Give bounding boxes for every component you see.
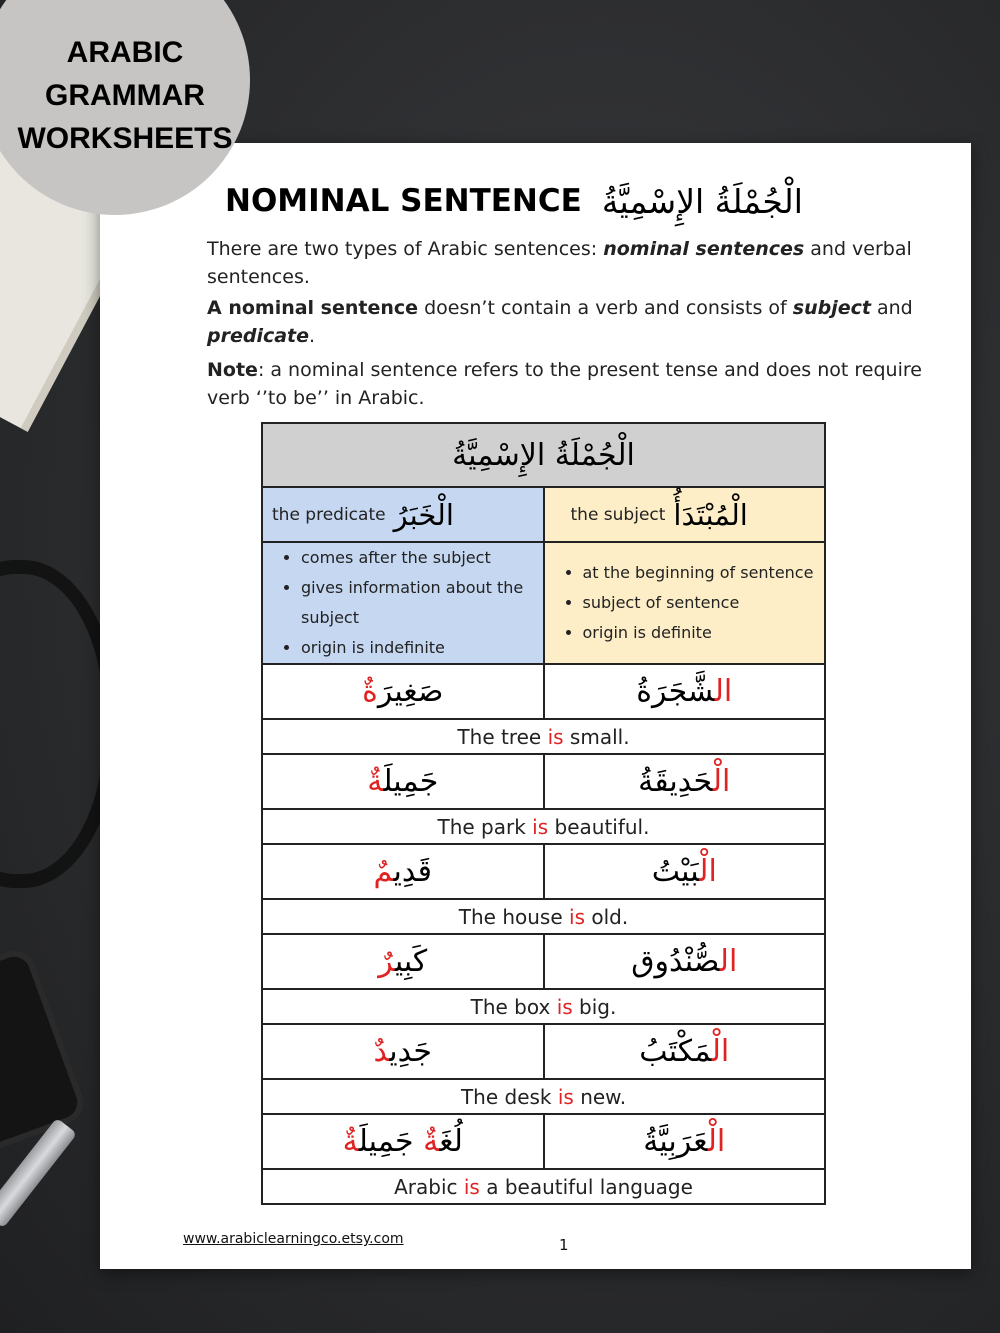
intro-paragraph-1: There are two types of Arabic sentences: nominal sentences and verbal sentences. xyxy=(207,238,912,288)
example-translation: The desk is new. xyxy=(262,1079,825,1114)
example-subject: الشَّجَرَةُ xyxy=(544,664,826,719)
example-predicate: لُغَةٌ جَمِيلَةٌ xyxy=(262,1114,544,1169)
example-predicate: جَمِيلَةٌ xyxy=(262,754,544,809)
list-item: • origin is indefinite xyxy=(301,633,543,663)
example-subject: الْعَرَبِيَّةُ xyxy=(544,1114,826,1169)
example-subject: الْبَيْتُ xyxy=(544,844,826,899)
list-item: • comes after the subject xyxy=(301,543,543,573)
predicate-arabic: الْخَبَرُ xyxy=(393,497,454,532)
predicate-points xyxy=(262,542,544,664)
example-row xyxy=(262,1024,825,1079)
worksheet-page xyxy=(100,143,971,1269)
example-row xyxy=(262,1114,825,1169)
example-row xyxy=(262,844,825,899)
subject-header xyxy=(544,487,826,542)
example-subject: الصُّنْدُوق xyxy=(544,934,826,989)
intro-text xyxy=(207,235,947,415)
example-predicate: كَبِيرٌ xyxy=(262,934,544,989)
example-predicate: صَغِيرَةٌ xyxy=(262,664,544,719)
page-title xyxy=(225,171,925,231)
example-translation: The box is big. xyxy=(262,989,825,1024)
list-item: • origin is definite xyxy=(583,618,825,648)
badge-line-1: ARABIC xyxy=(66,35,184,69)
table-heading: الْجُمْلَةُ الإِسْمِيَّةُ xyxy=(262,423,825,487)
example-translation: The house is old. xyxy=(262,899,825,934)
example-row xyxy=(262,934,825,989)
badge-line-2: GRAMMAR xyxy=(45,78,205,112)
page-number: 1 xyxy=(559,1236,569,1254)
intro-paragraph-2: A nominal sentence doesn’t contain a verb and consists of subject and predicate. xyxy=(207,297,913,347)
subject-arabic: الْمُبْتَدَأُ xyxy=(673,497,748,532)
list-item: • at the beginning of sentence xyxy=(583,558,825,588)
badge-line-3: WORKSHEETS xyxy=(17,121,233,155)
title-arabic: الْجُمْلَةُ الإِسْمِيَّةُ xyxy=(601,181,803,221)
example-row xyxy=(262,664,825,719)
example-predicate: قَدِيمٌ xyxy=(262,844,544,899)
title-english: NOMINAL SENTENCE xyxy=(225,183,582,219)
example-translation: The park is beautiful. xyxy=(262,809,825,844)
example-translation: The tree is small. xyxy=(262,719,825,754)
footer-link[interactable]: www.arabiclearningco.etsy.com xyxy=(183,1231,404,1247)
predicate-header xyxy=(262,487,544,542)
list-item: • subject of sentence xyxy=(583,588,825,618)
example-predicate: جَدِيدٌ xyxy=(262,1024,544,1079)
list-item: • gives information about the subject xyxy=(301,573,543,633)
subject-label: the subject xyxy=(570,504,666,525)
example-subject: الْحَدِيقَةُ xyxy=(544,754,826,809)
nominal-sentence-table xyxy=(261,422,826,1205)
predicate-label: the predicate xyxy=(272,504,386,525)
example-subject: الْمَكْتَبُ xyxy=(544,1024,826,1079)
example-translation: Arabic is a beautiful language xyxy=(262,1169,825,1204)
intro-note: Note: a nominal sentence refers to the present tense and does not require verb ‘’to be’’ in Arabic. xyxy=(207,359,922,409)
phone-decoration xyxy=(0,945,89,1158)
example-row xyxy=(262,754,825,809)
subject-points xyxy=(544,542,826,664)
